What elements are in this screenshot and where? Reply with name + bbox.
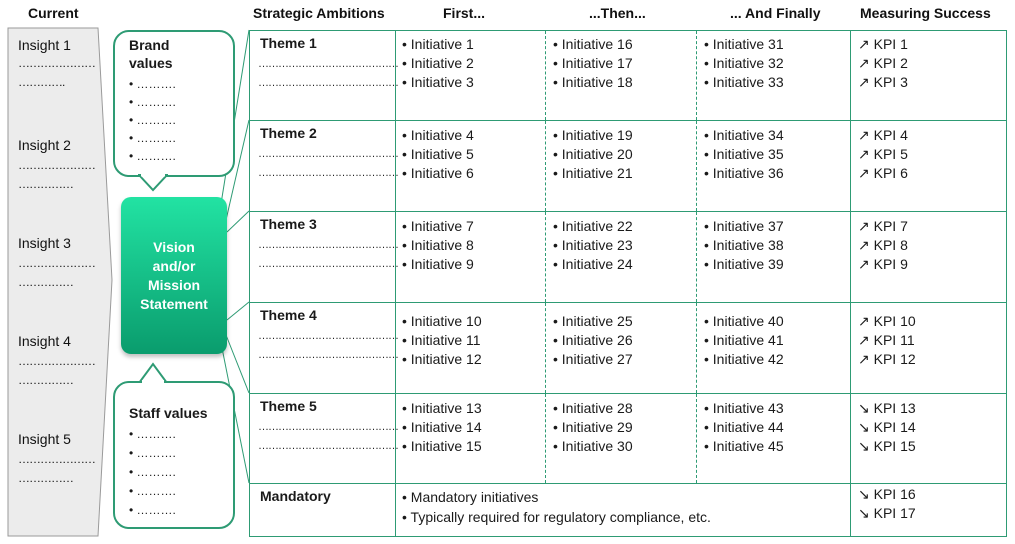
insight-1-label: Insight 1	[18, 37, 71, 53]
vision-line-4: Statement	[140, 295, 208, 312]
initiative: • Initiative 42	[704, 351, 784, 367]
kpi: ↗ KPI 3	[858, 74, 908, 90]
theme-title: Theme 3	[260, 216, 317, 232]
header-current: Current	[28, 5, 79, 21]
mandatory-line: • Mandatory initiatives	[402, 489, 539, 505]
brand-values-bubble	[113, 30, 235, 177]
header-first: First...	[443, 5, 486, 21]
theme-row-1	[249, 30, 1007, 121]
staff-values-title: Staff values	[129, 405, 208, 421]
theme-row-3	[249, 211, 1007, 303]
initiative: • Initiative 34	[704, 127, 784, 143]
theme-dots: ……………………………………	[258, 239, 398, 251]
initiative: • Initiative 37	[704, 218, 784, 234]
initiative: • Initiative 25	[553, 313, 633, 329]
initiative: • Initiative 31	[704, 36, 784, 52]
kpi: ↗ KPI 10	[858, 313, 916, 329]
staff-values-bubble	[113, 381, 235, 529]
initiative: • Initiative 5	[402, 146, 474, 162]
brand-bullet: • ……….	[129, 149, 176, 163]
kpi: ↘ KPI 13	[858, 400, 916, 416]
initiative: • Initiative 9	[402, 256, 474, 272]
initiative: • Initiative 7	[402, 218, 474, 234]
theme-dots: ……………………………………	[258, 349, 398, 361]
theme-dots: ……………………………………	[258, 330, 398, 342]
theme-row-5	[249, 393, 1007, 484]
initiative: • Initiative 21	[553, 165, 633, 181]
insight-1-dots-2: ………….	[18, 75, 65, 89]
theme-dots: ……………………………………	[258, 77, 398, 89]
kpi: ↗ KPI 2	[858, 55, 908, 71]
initiative: • Initiative 45	[704, 438, 784, 454]
staff-bullet: • ……….	[129, 484, 176, 498]
initiative: • Initiative 38	[704, 237, 784, 253]
theme-dots: ……………………………………	[258, 258, 398, 270]
kpi: ↗ KPI 8	[858, 237, 908, 253]
initiative: • Initiative 17	[553, 55, 633, 71]
header-finally: ... And Finally	[730, 5, 821, 21]
kpi: ↘ KPI 17	[858, 505, 916, 521]
kpi: ↗ KPI 9	[858, 256, 908, 272]
brand-bullet: • ……….	[129, 95, 176, 109]
mandatory-line: • Typically required for regulatory compliance, etc.	[402, 509, 711, 525]
theme-dots: ……………………………………	[258, 440, 398, 452]
kpi: ↗ KPI 11	[858, 332, 915, 348]
vision-line-3: Mission	[147, 276, 201, 293]
initiative: • Initiative 10	[402, 313, 482, 329]
initiative: • Initiative 13	[402, 400, 482, 416]
theme-title: Theme 5	[260, 398, 317, 414]
initiative: • Initiative 26	[553, 332, 633, 348]
kpi: ↗ KPI 12	[858, 351, 916, 367]
initiative: • Initiative 36	[704, 165, 784, 181]
header-measuring-success: Measuring Success	[860, 5, 991, 21]
theme-row-4	[249, 302, 1007, 394]
kpi: ↘ KPI 15	[858, 438, 916, 454]
insight-1-dots: …………………	[18, 56, 95, 70]
insight-4-label: Insight 4	[18, 333, 71, 349]
mandatory-title: Mandatory	[260, 488, 331, 504]
initiative: • Initiative 15	[402, 438, 482, 454]
theme-row-2	[249, 120, 1007, 212]
insight-5-dots: …………………	[18, 452, 95, 466]
staff-bullet: • ……….	[129, 446, 176, 460]
insight-3-dots: …………………	[18, 256, 95, 270]
initiative: • Initiative 8	[402, 237, 474, 253]
brand-bullet: • ……….	[129, 131, 176, 145]
initiative: • Initiative 14	[402, 419, 482, 435]
initiative: • Initiative 30	[553, 438, 633, 454]
theme-title: Theme 4	[260, 307, 317, 323]
brand-values-title-2: values	[129, 55, 173, 71]
initiative: • Initiative 35	[704, 146, 784, 162]
theme-title: Theme 1	[260, 35, 317, 51]
theme-title: Theme 2	[260, 125, 317, 141]
kpi: ↗ KPI 7	[858, 218, 908, 234]
header-strategic-ambitions: Strategic Ambitions	[253, 5, 385, 21]
brand-bullet: • ……….	[129, 77, 176, 91]
kpi: ↗ KPI 4	[858, 127, 908, 143]
initiative: • Initiative 32	[704, 55, 784, 71]
mandatory-row	[249, 483, 1007, 537]
staff-bubble-tail-mask	[138, 378, 168, 384]
initiative: • Initiative 1	[402, 36, 474, 52]
initiative: • Initiative 41	[704, 332, 784, 348]
staff-bullet: • ……….	[129, 427, 176, 441]
initiative: • Initiative 27	[553, 351, 633, 367]
vision-mission-statement	[121, 197, 227, 354]
initiative: • Initiative 20	[553, 146, 633, 162]
initiative: • Initiative 29	[553, 419, 633, 435]
initiative: • Initiative 24	[553, 256, 633, 272]
initiative: • Initiative 43	[704, 400, 784, 416]
kpi: ↗ KPI 1	[858, 36, 908, 52]
insight-3-dots-2: ……………	[18, 275, 73, 289]
initiative: • Initiative 6	[402, 165, 474, 181]
initiative: • Initiative 40	[704, 313, 784, 329]
kpi: ↘ KPI 14	[858, 419, 916, 435]
initiative: • Initiative 44	[704, 419, 784, 435]
kpi: ↗ KPI 6	[858, 165, 908, 181]
vision-line-2: and/or	[152, 257, 196, 274]
insight-2-dots-2: ……………	[18, 177, 73, 191]
kpi: ↗ KPI 5	[858, 146, 908, 162]
theme-dots: ……………………………………	[258, 167, 398, 179]
insight-3-label: Insight 3	[18, 235, 71, 251]
initiative: • Initiative 39	[704, 256, 784, 272]
kpi: ↘ KPI 16	[858, 486, 916, 502]
vision-line-1: Vision	[153, 238, 195, 255]
initiative: • Initiative 22	[553, 218, 633, 234]
theme-dots: ……………………………………	[258, 58, 398, 70]
brand-values-title: Brand	[129, 37, 170, 53]
initiative: • Initiative 28	[553, 400, 633, 416]
initiative: • Initiative 3	[402, 74, 474, 90]
brand-bullet: • ……….	[129, 113, 176, 127]
initiative: • Initiative 4	[402, 127, 474, 143]
insight-2-label: Insight 2	[18, 137, 71, 153]
theme-dots: ……………………………………	[258, 421, 398, 433]
staff-bullet: • ……….	[129, 503, 176, 517]
initiative: • Initiative 18	[553, 74, 633, 90]
initiative: • Initiative 11	[402, 332, 481, 348]
insight-4-dots-2: ……………	[18, 373, 73, 387]
insight-2-dots: …………………	[18, 158, 95, 172]
brand-bubble-tail	[138, 174, 168, 192]
initiative: • Initiative 19	[553, 127, 633, 143]
initiative: • Initiative 12	[402, 351, 482, 367]
initiative: • Initiative 16	[553, 36, 633, 52]
insight-4-dots: …………………	[18, 354, 95, 368]
insight-5-label: Insight 5	[18, 431, 71, 447]
initiative: • Initiative 33	[704, 74, 784, 90]
theme-dots: ……………………………………	[258, 148, 398, 160]
insight-5-dots-2: ……………	[18, 471, 73, 485]
header-then: ...Then...	[589, 5, 646, 21]
initiative: • Initiative 23	[553, 237, 633, 253]
staff-bullet: • ……….	[129, 465, 176, 479]
initiative: • Initiative 2	[402, 55, 474, 71]
